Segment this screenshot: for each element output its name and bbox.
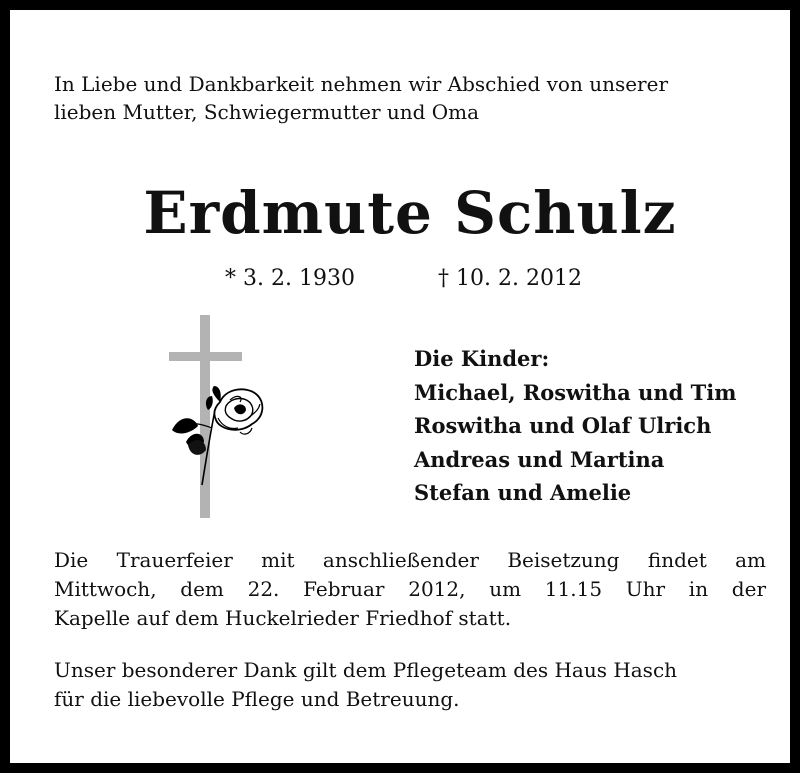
intro-line-2: lieben Mutter, Schwiegermutter und Oma xyxy=(54,100,480,124)
ceremony-line-3: Kapelle auf dem Huckelrieder Friedhof statt. xyxy=(54,606,512,630)
family-list xyxy=(414,342,736,510)
ceremony-line-2: Mittwoch, dem 22. Februar 2012, um 11.15 Uhr in der xyxy=(54,577,766,601)
thanks-line-1: Unser besonderer Dank gilt dem Pflegeteam des Haus Hasch xyxy=(54,658,678,682)
thanks-text xyxy=(54,656,774,714)
family-member: Roswitha und Olaf Ulrich xyxy=(414,413,712,438)
rose-icon xyxy=(172,386,262,485)
ceremony-text xyxy=(54,546,766,633)
deceased-name: Erdmute Schulz xyxy=(143,179,677,247)
ceremony-line-1: Die Trauerfeier mit anschließender Beisetzung findet am xyxy=(54,548,766,572)
family-member: Andreas und Martina xyxy=(414,446,665,472)
thanks-line-2: für die liebevolle Pflege und Betreuung. xyxy=(54,687,460,711)
family-heading: Die Kinder: xyxy=(414,346,550,371)
intro-text xyxy=(54,70,774,126)
family-member: Michael, Roswitha und Tim xyxy=(414,379,737,405)
intro-line-1: In Liebe und Dankbarkeit nehmen wir Abschied von unserer xyxy=(54,72,669,96)
birth-date: * 3. 2. 1930 xyxy=(225,266,355,291)
family-member: Stefan und Amelie xyxy=(414,480,632,505)
cross-with-rose-icon xyxy=(160,310,275,525)
death-date: † 10. 2. 2012 xyxy=(438,266,582,291)
